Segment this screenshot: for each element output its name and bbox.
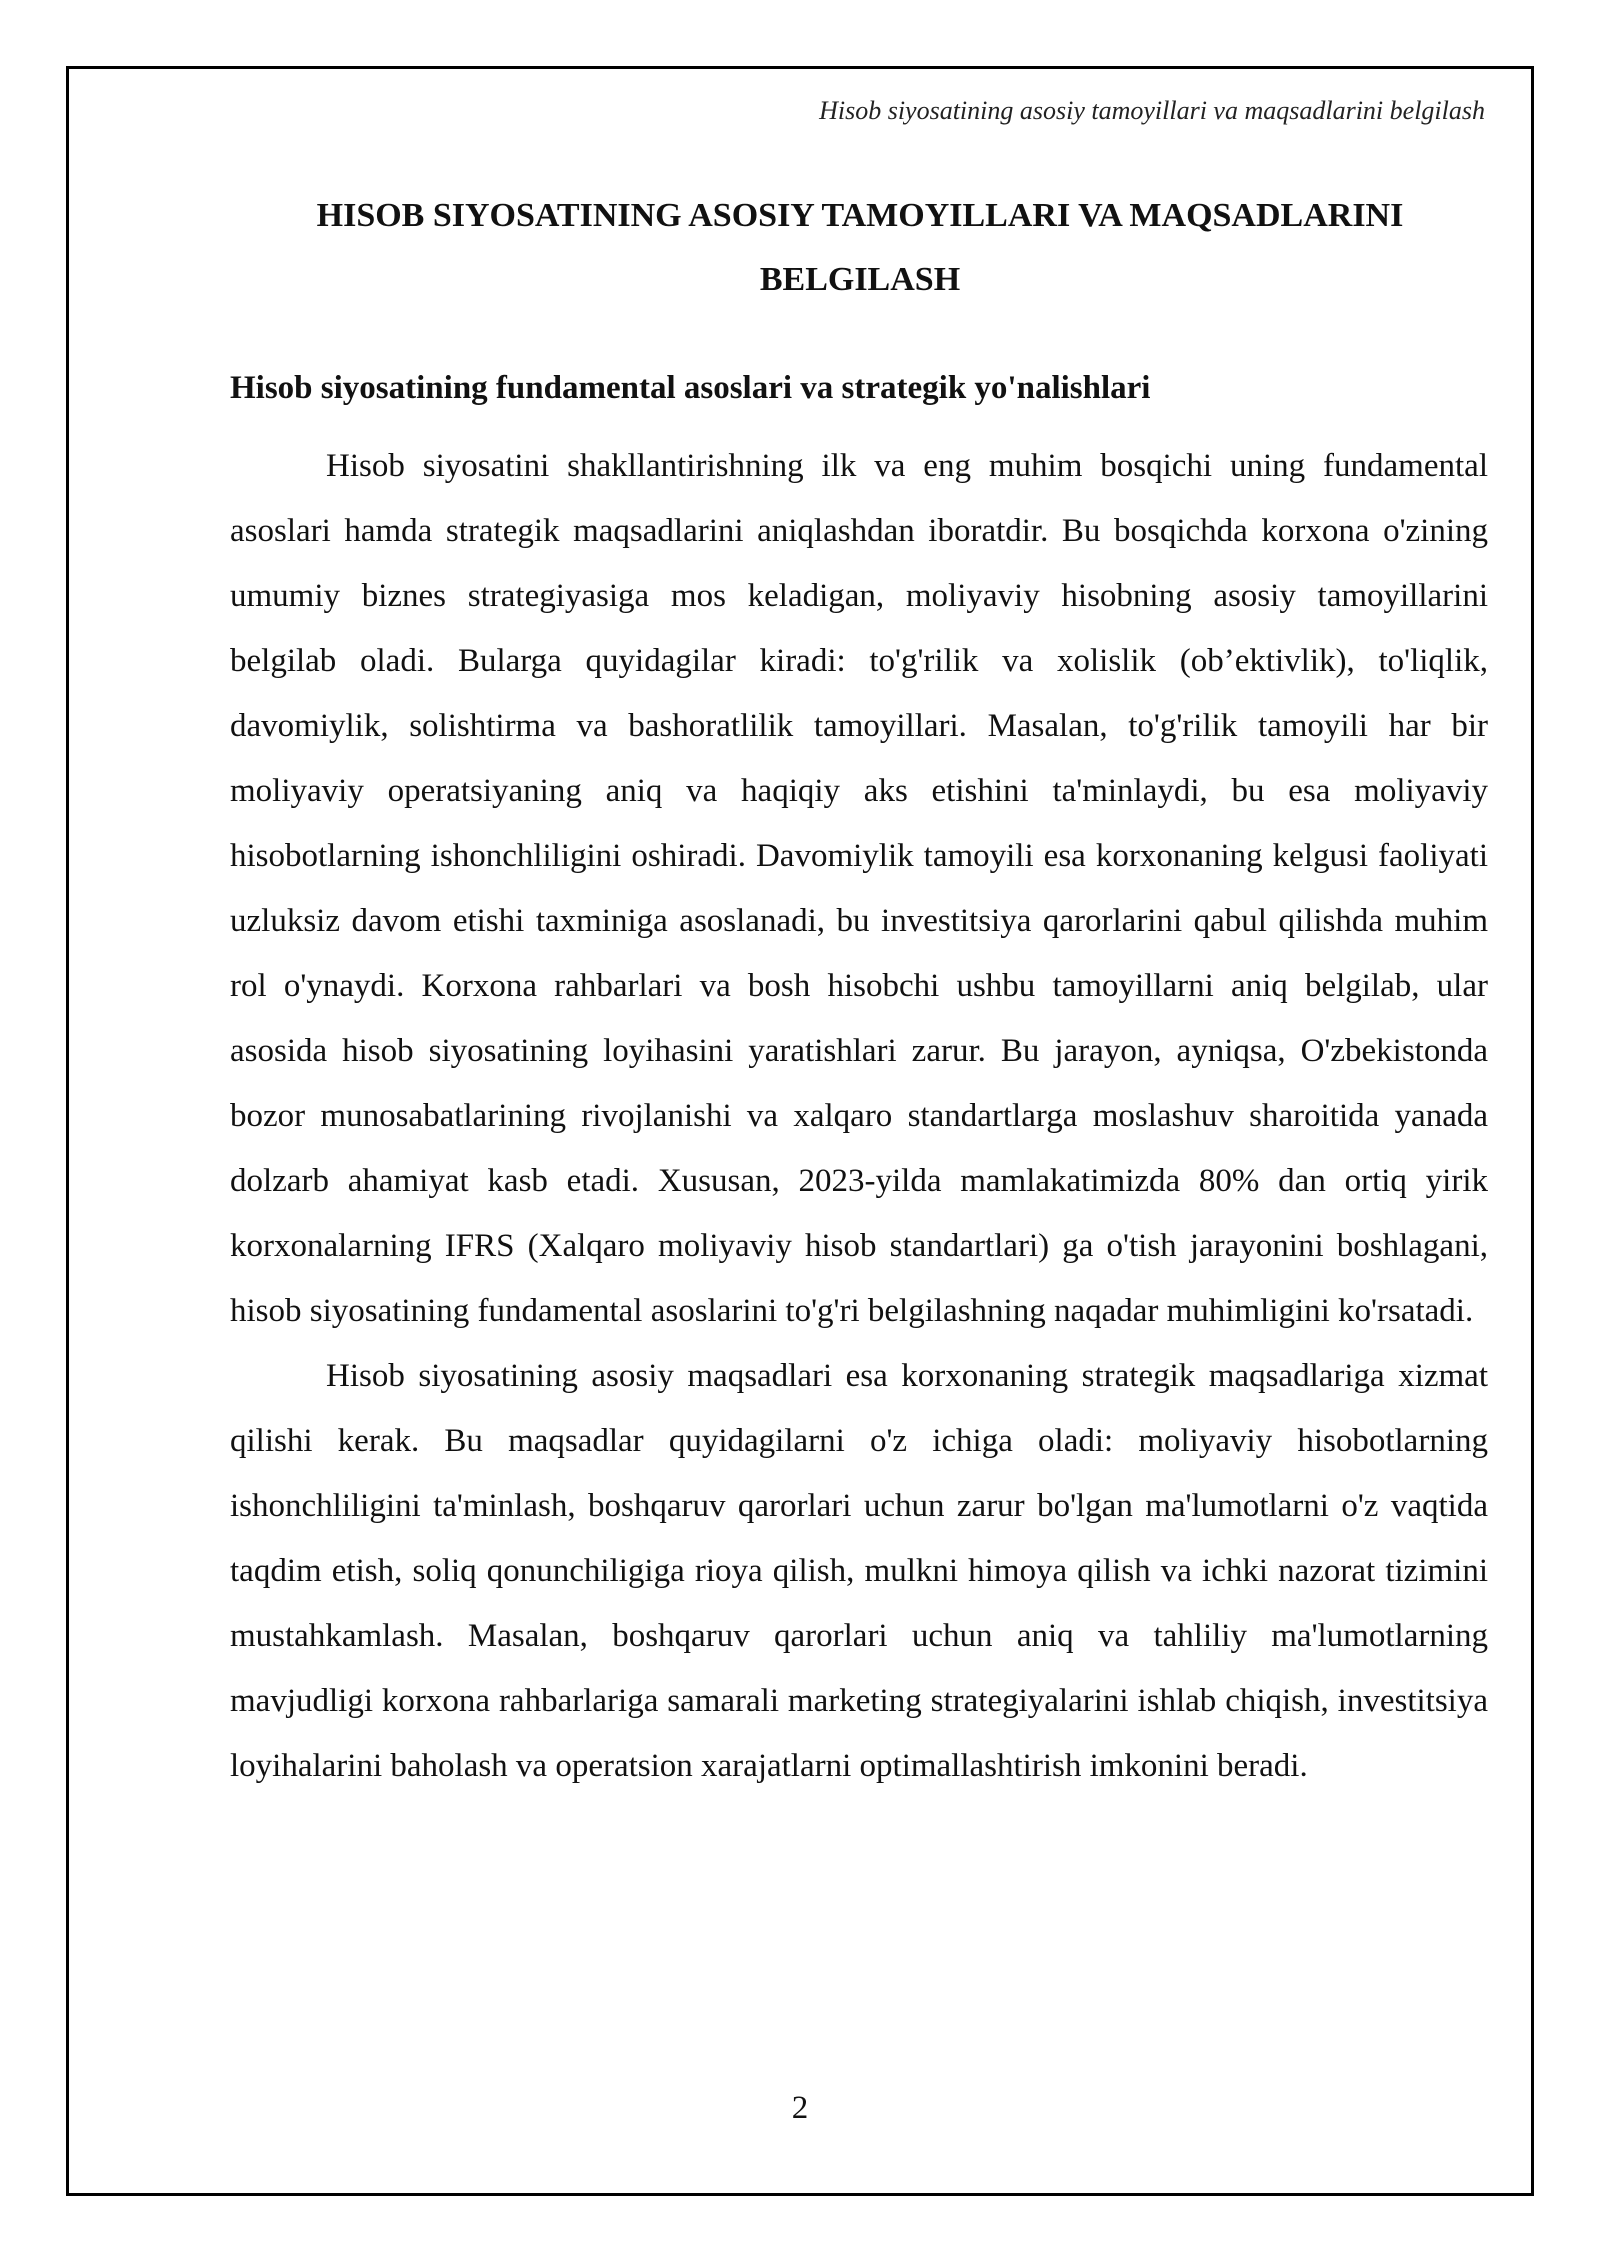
body-text — [230, 434, 1488, 1799]
section-heading: Hisob siyosatining fundamental asoslari va strategik yo'nalishlari — [230, 370, 1151, 406]
running-header: Hisob siyosatining asosiy tamoyillari va maqsadlarini belgilash — [819, 96, 1485, 125]
document-title: HISOB SIYOSATINING ASOSIY TAMOYILLARI VA MAQSADLARINI BELGILASH — [316, 197, 1404, 298]
page-number: 2 — [791, 2090, 809, 2126]
paragraph-2: Hisob siyosatining asosiy maqsadlari esa korxonaning strategik maqsadlariga xizmat qilishi kerak. Bu maqsadlar quyidagilarni o'z ichiga oladi: moliyaviy hisobotlarning ishonchliligini ta'minlash, boshqaruv qarorlari uchun zarur bo'lgan ma'lumotlarni o'z vaqtida taqdim etish, soliq qonunchiligiga rioya qilish, mulkni himoya qilish va ichki nazorat tizimini mustahkamlash. Masalan, boshqaruv qarorlari uchun aniq va tahliliy ma'lumotlarning mavjudligi korxona rahbarlariga samarali marketing strategiyalarini ishlab chiqish, investitsiya loyihalarini baholash va operatsion xarajatlarni optimallashtirish imkonini beradi. — [230, 1358, 1488, 1784]
paragraph-1: Hisob siyosatini shakllantirishning ilk va eng muhim bosqichi uning fundamental asoslari hamda strategik maqsadlarini aniqlashdan iboratdir. Bu bosqichda korxona o'zining umumiy biznes strategiyasiga mos keladigan, moliyaviy hisobning asosiy tamoyillarini belgilab oladi. Bularga quyidagilar kiradi: to'g'rilik va xolislik (ob’ektivlik), to'liqlik, davomiylik, solishtirma va bashoratlilik tamoyillari. Masalan, to'g'rilik tamoyili har bir moliyaviy operatsiyaning aniq va haqiqiy aks etishini ta'minlaydi, bu esa moliyaviy hisobotlarning ishonchliligini oshiradi. Davomiylik tamoyili esa korxonaning kelgusi faoliyati uzluksiz davom etishi taxminiga asoslanadi, bu investitsiya qarorlarini qabul qilishda muhim rol o'ynaydi. Korxona rahbarlari va bosh hisobchi ushbu tamoyillarni aniq belgilab, ular asosida hisob siyosatining loyihasini yaratishlari zarur. Bu jarayon, ayniqsa, O'zbekistonda bozor munosabatlarining rivojlanishi va xalqaro standartlarga moslashuv sharoitida yanada dolzarb ahamiyat kasb etadi. Xususan, 2023-yilda mamlakatimizda 80% dan ortiq yirik korxonalarning IFRS (Xalqaro moliyaviy hisob standartlari) ga o'tish jarayonini boshlagani, hisob siyosatining fundamental asoslarini to'g'ri belgilashning naqadar muhimligini ko'rsatadi. — [230, 448, 1488, 1329]
